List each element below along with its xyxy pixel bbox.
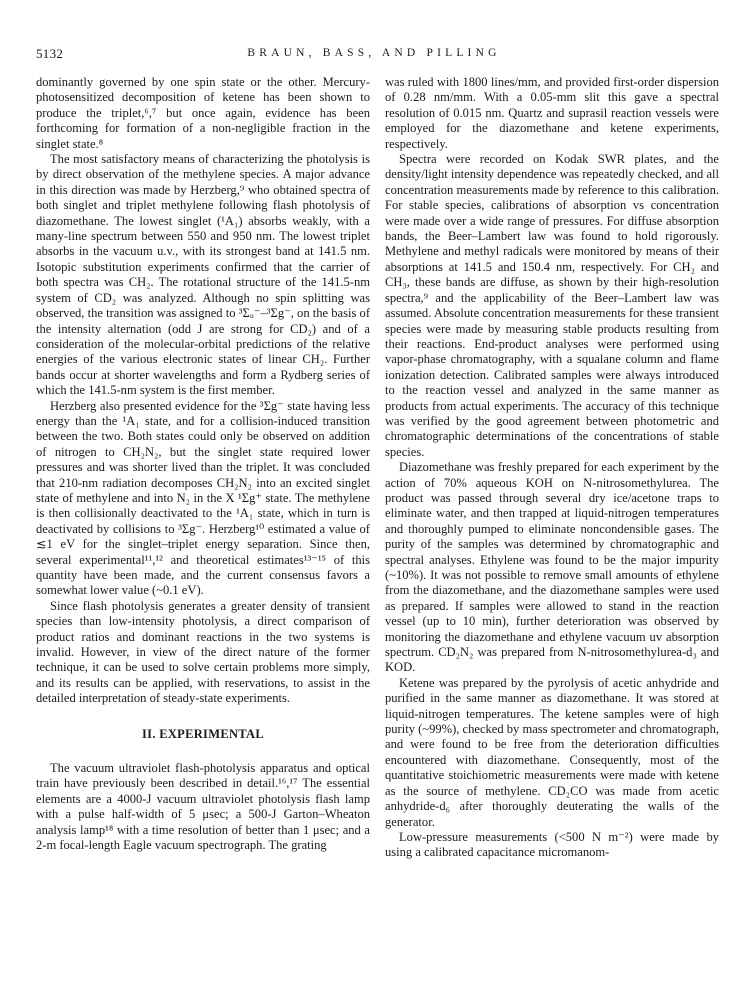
paragraph: Spectra were recorded on Kodak SWR plates, and the density/light intensity dependence was repeatedly checked, and all concentration measurements made by reference to this calibration. For stable species, calibrations of absorption vs concentration were made over a wide range of pressures. For diffuse absorption bands, the Beer–Lambert law was found to hold rigorously. Methylene and methyl radicals were monitored by means of their absorptions at 141.5 and 150.4 nm, respectively. For CH₂ and CH₃, these bands are diffuse, as shown by their high-resolution spectra,⁹ and the applicability of the Beer–Lambert law was assumed. Absolute concentration measurements for these transient species were made by measuring stable products resulting from their reactions. End-product analyses were performed using vapor-phase chromatography, with a squalane column and flame ionization detection. Calibrated samples were always introduced to the reaction vessel and analyzed in the same manner as products from actual experiments. The accuracy of this technique was verified by the good agreement between photometric and chromatographic determinations of the concentrations of stable species. <box>385 152 719 459</box>
paragraph: The most satisfactory means of characterizing the photolysis is by direct observation of the methylene species. A major advance in this direction was made by Herzberg,⁹ who obtained spectra of both singlet and triplet methylene following flash photolysis of diazomethane. The lowest singlet (¹A₁) absorbs weakly, with a many-line spectrum between 550 and 950 nm. The lowest triplet absorbs in the vacuum u.v., with its strongest band at 141.5 nm. Isotopic substitution experiments confirmed that the carrier of both spectra was CH₂. The rotational structure of the 141.5-nm system of CD₂ was analyzed. Although no spin splitting was observed, the transition was assigned to ³Σᵤ⁻–³Σg⁻, on the basis of the intensity alternation (odd J are strong for CD₂) and of a consideration of the molecular-orbital predictions of the relative energies of the various electronic states of linear CH₂. Further bands occur at shorter wavelengths and form a Rydberg series of which the 141.5-nm system is the first member. <box>36 152 370 398</box>
right-column <box>385 75 719 861</box>
paragraph: Low-pressure measurements (<500 N m⁻²) were made by using a calibrated capacitance micromanom- <box>385 829 719 860</box>
left-column <box>36 75 370 854</box>
page-number: 5132 <box>36 46 64 61</box>
paragraph: Herzberg also presented evidence for the ³Σg⁻ state having less energy than the ¹A₁ state, and for a collision-induced transition between the two. Both states could only be observed on addition of nitrogen to CH₂N₂, but the singlet state required lower pressures and was shorter lived than the triplet. It was concluded that 210-nm radiation decomposes CH₂N₂ into an excited singlet state of methylene and into N₂ in the X ¹Σg⁺ state. The methylene is then collisionally deactivated to the ¹A₁ state, which in turn is deactivated by collisions to ³Σg⁻. Herzberg¹⁰ estimated a value of ≲1 eV for the singlet–triplet energy separation. Since then, several experimental¹¹,¹² and theoretical estimates¹³⁻¹⁵ of this quantity have been made, and the current consensus favors a somewhat lower value (~0.1 eV). <box>36 398 370 598</box>
section-heading: II. EXPERIMENTAL <box>142 726 264 741</box>
paragraph: The vacuum ultraviolet flash-photolysis apparatus and optical train have previously been described in detail.¹⁶,¹⁷ The essential elements are a 4000-J vacuum ultraviolet photolysis flash lamp with a pulse half-width of 5 μsec; a 500-J Garton–Wheaton analysis lamp¹⁸ with a time resolution of better than 1 μsec; and a 2-m focal-length Eagle vacuum spectrograph. The grating <box>36 761 370 853</box>
running-title: BRAUN, BASS, AND PILLING <box>247 47 501 59</box>
paragraph: Ketene was prepared by the pyrolysis of acetic anhydride and purified in the same manner as diazomethane. It was stored at liquid-nitrogen temperatures. The ketene samples were of high purity (~99%), checked by mass spectrometer and chromatograph, and were found to be free from the deterioration difficulties encountered with diazomethane. Consequently, most of the quantitative stoichiometric measurements were made with ketene as the source of methylene. CD₂CO was made from acetic anhydride-d₆ after thoroughly deuterating the walls of the generator. <box>385 675 719 829</box>
paragraph: was ruled with 1800 lines/mm, and provided first-order dispersion of 0.28 nm/mm. With a 0.05-mm slit this gave a spectral resolution of 0.015 nm. Quartz and suprasil reaction vessels were employed for the diazomethane and ketene experiments, respectively. <box>385 75 719 151</box>
paragraph: Since flash photolysis generates a greater density of transient species than low-intensity photolysis, a direct comparison of product ratios and dominant reactions in the two systems is invalid. However, in view of the direct nature of the former technique, it can be used to solve certain problems more simply, and its results can be applied, with reservations, to assist in the detailed interpretation of steady-state experiments. <box>36 598 370 706</box>
paragraph: Diazomethane was freshly prepared for each experiment by the action of 70% aqueous KOH on N-nitrosomethylurea. The product was passed through several dry ice/acetone traps to eliminate water, and then trapped at liquid-nitrogen temperatures and thoroughly pumped to eliminate noncondensible gases. The purity of the samples was determined by chromatographic and spectral analyses. Ethylene was found to be the major impurity (~10%). It was not possible to remove small amounts of ethylene from the diazomethane, and the diazomethane samples were used as prepared. If samples were allowed to stand in the reaction vessel (up to 10 min), further deterioration was observed by monitoring the diazomethane and ethylene vacuum uv absorption spectrum. CD₂N₂ was prepared from N-nitrosomethylurea-d₃ and KOD. <box>385 460 719 675</box>
paragraph: dominantly governed by one spin state or the other. Mercury-photosensitized decomposition of ketene has been shown to produce the triplet,⁶,⁷ but once again, evidence has been forthcoming for formation of a non-negligible fraction in the singlet state.⁸ <box>36 75 370 151</box>
